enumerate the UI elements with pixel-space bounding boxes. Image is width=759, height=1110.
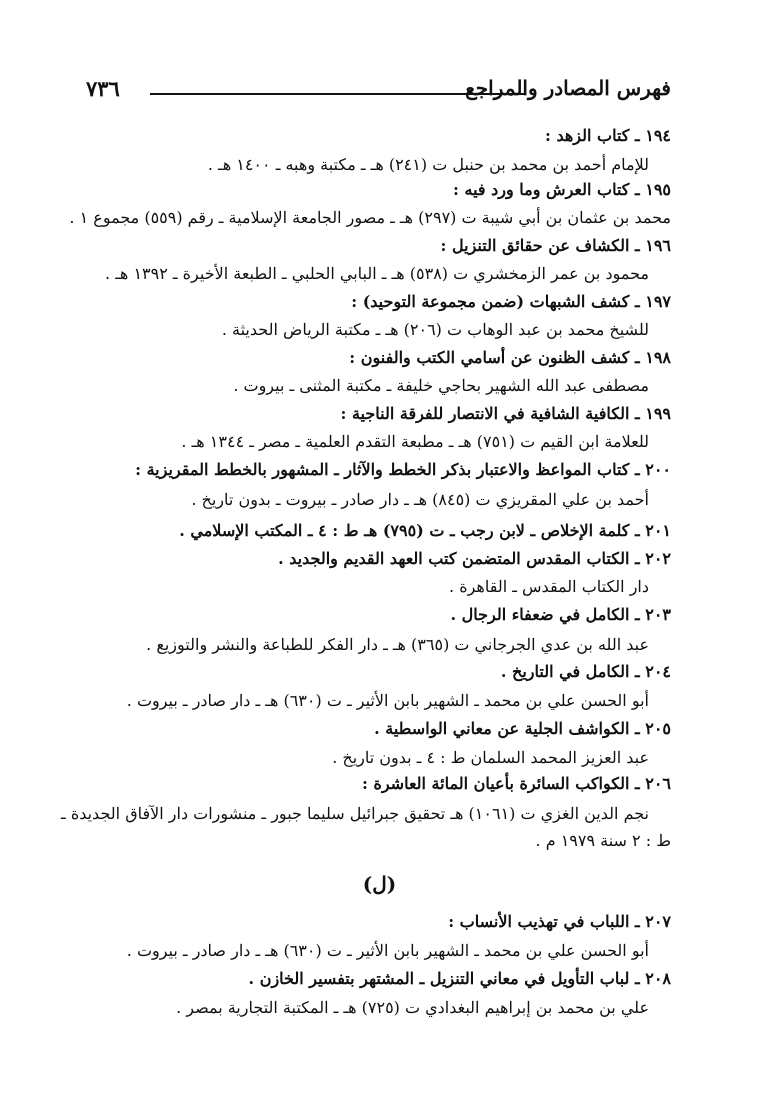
bibliography-entry-detail: مصطفى عبد الله الشهير بحاجي خليفة ـ مكتبة المثنى ـ بيروت . <box>233 376 649 395</box>
bibliography-entry-title: ٢٠٤ ـ الكامل في التاريخ . <box>500 662 671 681</box>
bibliography-entry-title: ١٩٨ ـ كشف الظنون عن أسامي الكتب والفنون : <box>349 348 671 367</box>
bibliography-entry-title: ٢٠٦ ـ الكواكب السائرة بأعيان المائة العاشرة : <box>361 774 671 793</box>
bibliography-entry-title: ١٩٧ ـ كشف الشبهات (ضمن مجموعة التوحيد) : <box>351 292 671 311</box>
bibliography-entry-title: ١٩٤ ـ كتاب الزهد : <box>544 126 671 145</box>
bibliography-entry-title: ٢٠٥ ـ الكواشف الجلية عن معاني الواسطية . <box>374 719 671 738</box>
bibliography-entry-detail: للعلامة ابن القيم ت (٧٥١) هـ ـ مطبعة التقدم العلمية ـ مصر ـ ١٣٤٤ هـ . <box>181 432 649 451</box>
bibliography-entry-title: ٢٠٧ ـ اللباب في تهذيب الأنساب : <box>448 912 671 931</box>
bibliography-entry-title: ٢٠٨ ـ لباب التأويل في معاني التنزيل ـ المشتهر بتفسير الخازن . <box>248 969 671 988</box>
bibliography-entry-detail: محمود بن عمر الزمخشري ت (٥٣٨) هـ ـ البابي الحلبي ـ الطبعة الأخيرة ـ ١٣٩٢ هـ . <box>105 264 649 283</box>
bibliography-entry-detail: علي بن محمد بن إبراهيم البغدادي ت (٧٢٥) هـ ـ المكتبة التجارية بمصر . <box>176 998 649 1017</box>
section-letter-heading: (ل) <box>362 872 397 896</box>
bibliography-entry-detail: عبد العزيز المحمد السلمان ط : ٤ ـ بدون تاريخ . <box>332 748 649 767</box>
header-rule <box>150 93 525 95</box>
bibliography-entry-detail: نجم الدين الغزي ت (١٠٦١) هـ تحقيق جبرائيل سليما جبور ـ منشورات دار الآفاق الجديدة ـ <box>61 804 649 823</box>
bibliography-entry-title: ٢٠٣ ـ الكامل في ضعفاء الرجال . <box>450 605 671 624</box>
bibliography-entry-detail: أبو الحسن علي بن محمد ـ الشهير بابن الأثير ـ ت (٦٣٠) هـ ـ دار صادر ـ بيروت . <box>126 941 649 960</box>
bibliography-entry-detail: دار الكتاب المقدس ـ القاهرة . <box>449 577 649 596</box>
bibliography-entry-detail: عبد الله بن عدي الجرجاني ت (٣٦٥) هـ ـ دار الفكر للطباعة والنشر والتوزيع . <box>146 635 649 654</box>
bibliography-entry-detail: للشيخ محمد بن عبد الوهاب ت (٢٠٦) هـ ـ مكتبة الرياض الحديثة . <box>221 320 649 339</box>
bibliography-entry-detail: للإمام أحمد بن محمد بن حنبل ت (٢٤١) هـ ـ مكتبة وهبه ـ ١٤٠٠ هـ . <box>207 155 649 174</box>
page-title: فهرس المصادر والمراجع <box>465 76 671 100</box>
bibliography-entry-title: ١٩٩ ـ الكافية الشافية في الانتصار للفرقة الناجية : <box>340 404 671 423</box>
bibliography-entry-detail: أبو الحسن علي بن محمد ـ الشهير بابن الأثير ـ ت (٦٣٠) هـ ـ دار صادر ـ بيروت . <box>126 691 649 710</box>
page-header <box>86 76 671 102</box>
bibliography-entry-detail: أحمد بن علي المقريزي ت (٨٤٥) هـ ـ دار صادر ـ بيروت ـ بدون تاريخ . <box>191 490 649 509</box>
bibliography-entry-title: ٢٠١ ـ كلمة الإخلاص ـ لابن رجب ـ ت (٧٩٥) هـ ط : ٤ ـ المكتب الإسلامي . <box>179 521 671 540</box>
bibliography-entry-detail: ط : ٢ سنة ١٩٧٩ م . <box>535 831 671 850</box>
bibliography-entry-title: ٢٠٢ ـ الكتاب المقدس المتضمن كتب العهد القديم والجديد . <box>278 549 671 568</box>
bibliography-entry-detail: محمد بن عثمان بن أبي شيبة ت (٢٩٧) هـ ـ مصور الجامعة الإسلامية ـ رقم (٥٥٩) مجموع ١ . <box>69 208 671 227</box>
bibliography-entry-title: ١٩٥ ـ كتاب العرش وما ورد فيه : <box>453 180 671 199</box>
bibliography-entry-title: ١٩٦ ـ الكشاف عن حقائق التنزيل : <box>440 236 671 255</box>
bibliography-entry-title: ٢٠٠ ـ كتاب المواعظ والاعتبار بذكر الخطط والآثار ـ المشهور بالخطط المقريزية : <box>135 460 671 479</box>
page-number: ٧٣٦ <box>86 76 120 101</box>
